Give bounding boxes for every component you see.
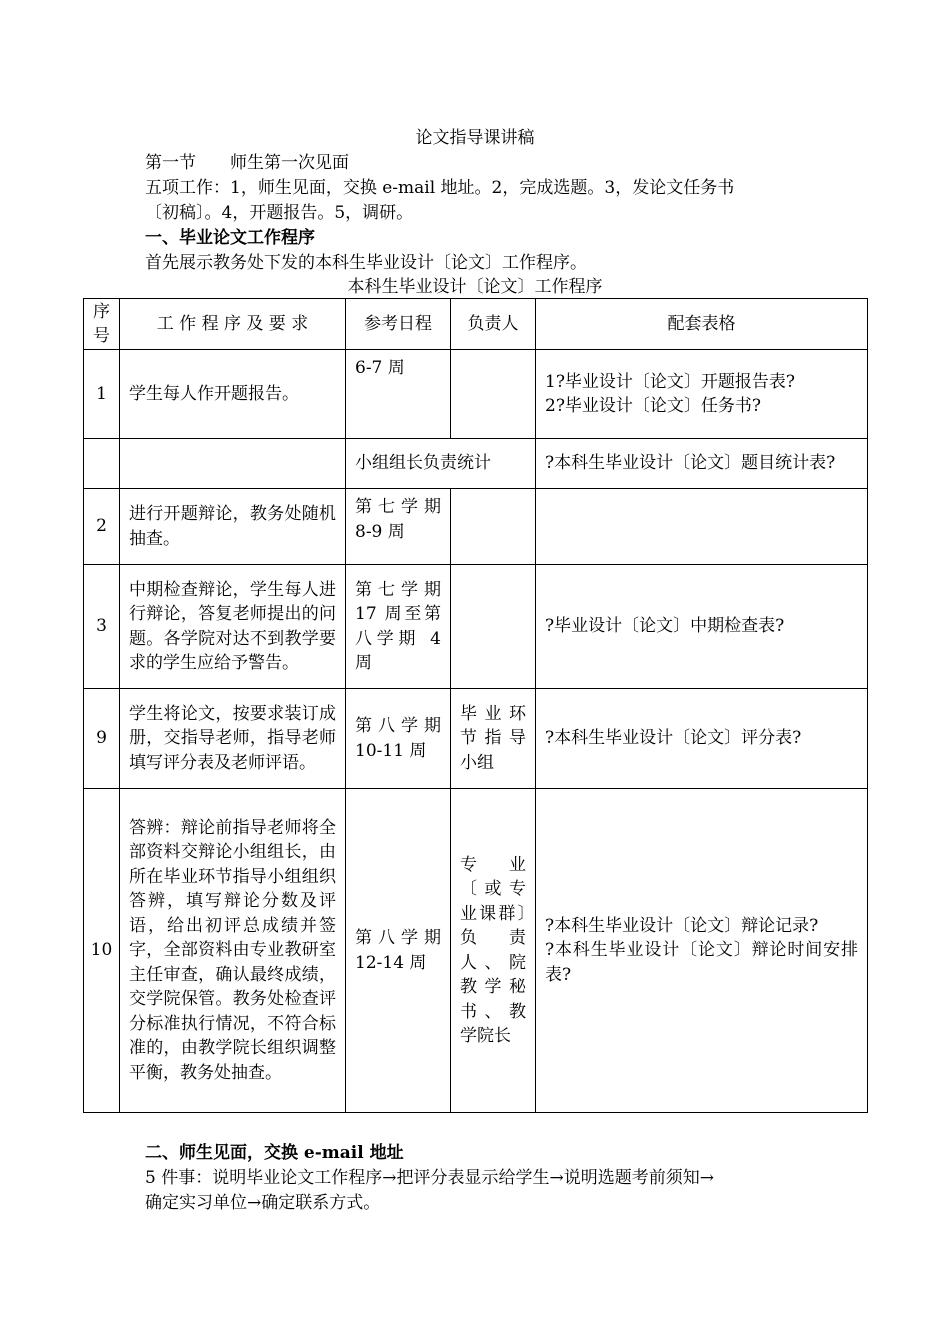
tasks-text-line-2: 〔初稿〕。4，开题报告。5，调研。 xyxy=(145,203,414,223)
cell-date: 第八学期 12-14 周 xyxy=(346,789,451,1113)
cell-no: 10 xyxy=(84,789,120,1113)
table-row xyxy=(84,489,868,565)
header-no: 序号 xyxy=(84,299,120,350)
cell-forms: ?本科生毕业设计〔论文〕辩论记录? ?本科生毕业设计〔论文〕辩论时间安排表? xyxy=(536,789,868,1113)
cell-date: 小组组长负责统计 xyxy=(346,439,536,489)
cell-work: 学生将论文，按要求装订成册，交指导老师，指导老师填写评分表及老师评语。 xyxy=(120,689,346,789)
cell-work: 答辨：辩论前指导老师将全部资料交辩论小组组长，由所在毕业环节指导小组组织答辨，填写辩论分数及评语，给出初评总成绩并签字，全部资料由专业教研室主任审查，确认最终成绩，交学院保管。教务处检查评分标准执行情况，不符合标准的，由教学院长组织调整平衡，教务处抽查。 xyxy=(120,789,346,1113)
cell-work: 中期检查辩论，学生每人进行辩论，答复老师提出的问题。各学院对达不到教学要求的学生应给予警告。 xyxy=(120,565,346,689)
tasks-text-line-1: 五项工作：1，师生见面，交换 e-mail 地址。2，完成选题。3，发论文任务书 xyxy=(145,178,735,198)
cell-owner: 专业〔或专业课群〕负责人、院教学秘书、教学院长 xyxy=(451,789,536,1113)
header-work: 工 作 程 序 及 要 求 xyxy=(120,299,346,350)
closing-text-line-1: 5 件事：说明毕业论文工作程序→把评分表显示给学生→说明选题考前须知→ xyxy=(145,1168,714,1188)
table-header-row xyxy=(84,299,868,350)
cell-owner xyxy=(451,565,536,689)
cell-no: 2 xyxy=(84,489,120,565)
cell-date: 第八学期 10-11 周 xyxy=(346,689,451,789)
intro-text: 首先展示教务处下发的本科生毕业设计〔论文〕工作程序。 xyxy=(145,253,587,273)
cell-forms: ?本科生毕业设计〔论文〕题目统计表? xyxy=(536,439,868,489)
cell-no: 3 xyxy=(84,565,120,689)
cell-work xyxy=(120,439,346,489)
cell-work: 学生每人作开题报告。 xyxy=(120,350,346,439)
section-heading: 第一节 师生第一次见面 xyxy=(145,153,349,173)
table-row xyxy=(84,439,868,489)
cell-forms: ?本科生毕业设计〔论文〕评分表? xyxy=(536,689,868,789)
table-row xyxy=(84,565,868,689)
cell-forms xyxy=(536,489,868,565)
header-owner: 负责人 xyxy=(451,299,536,350)
header-forms: 配套表格 xyxy=(536,299,868,350)
cell-date: 6-7 周 xyxy=(346,350,451,439)
procedure-table xyxy=(83,298,868,1113)
cell-date: 第七学期 17 周至第八学期 4 周 xyxy=(346,565,451,689)
cell-owner xyxy=(451,350,536,439)
header-date: 参考日程 xyxy=(346,299,451,350)
closing-text-line-2: 确定实习单位→确定联系方式。 xyxy=(145,1193,381,1213)
cell-owner: 毕业环节指导小组 xyxy=(451,689,536,789)
table-row xyxy=(84,350,868,439)
document-title: 论文指导课讲稿 xyxy=(415,128,535,148)
cell-owner xyxy=(451,489,536,565)
cell-forms: ?毕业设计〔论文〕中期检查表? xyxy=(536,565,868,689)
cell-forms: 1?毕业设计〔论文〕开题报告表? 2?毕业设计〔论文〕任务书? xyxy=(536,350,868,439)
cell-date: 第七学期 8-9 周 xyxy=(346,489,451,565)
table-row xyxy=(84,689,868,789)
cell-no: 1 xyxy=(84,350,120,439)
cell-no: 9 xyxy=(84,689,120,789)
heading-procedure: 一、毕业论文工作程序 xyxy=(145,228,315,248)
cell-no xyxy=(84,439,120,489)
cell-work: 进行开题辩论，教务处随机抽查。 xyxy=(120,489,346,565)
heading-meeting: 二、师生见面，交换 e-mail 地址 xyxy=(145,1143,404,1163)
table-caption: 本科生毕业设计〔论文〕工作程序 xyxy=(347,277,603,297)
table-row xyxy=(84,789,868,1113)
